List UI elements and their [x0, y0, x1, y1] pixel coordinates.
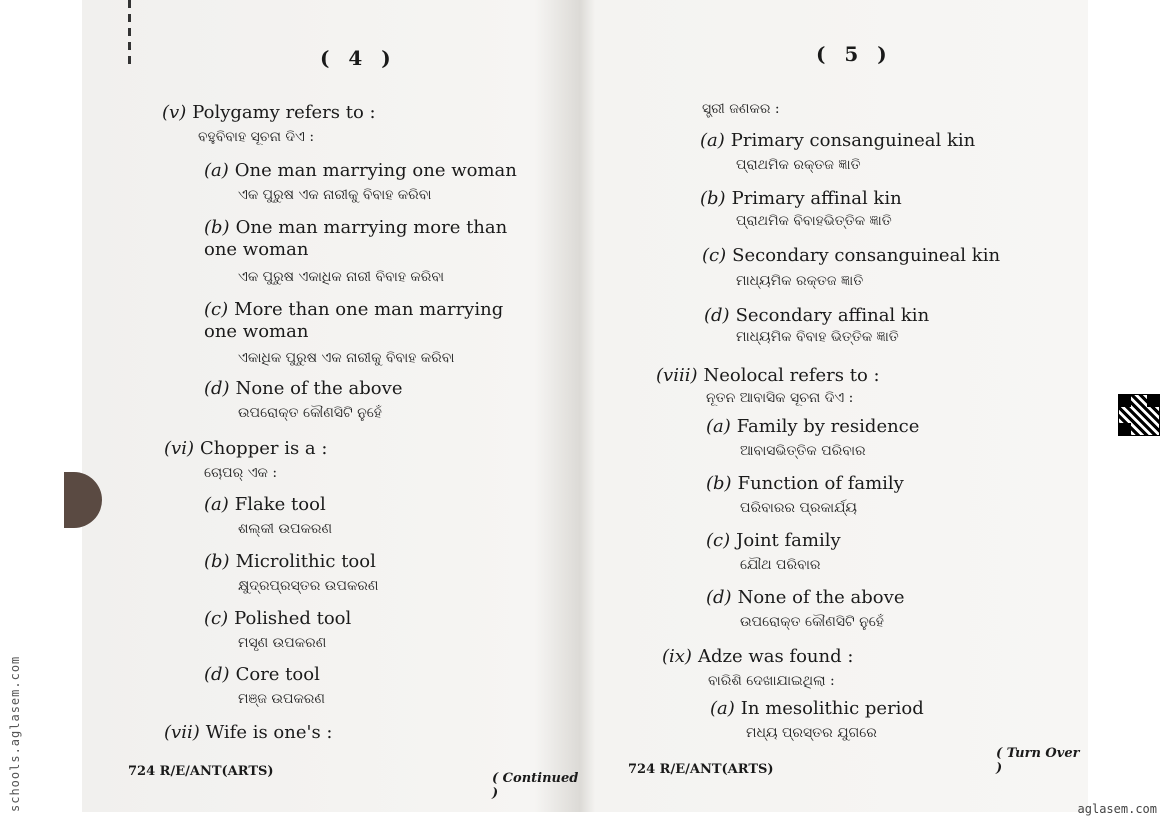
left-page	[128, 0, 580, 826]
option-label: (b)	[706, 473, 732, 494]
footer-continued: ( Continued )	[492, 771, 579, 801]
option-label: (b)	[700, 188, 726, 209]
option-label: (d)	[706, 587, 732, 608]
option-a	[710, 698, 924, 720]
option-odia: ମଧ୍ୟ ପ୍ରସ୍ତର ଯୁଗରେ	[746, 725, 877, 741]
question-number: (v)	[162, 102, 187, 123]
option-label: (d)	[204, 664, 230, 685]
option-b	[700, 188, 902, 210]
option-c	[706, 530, 841, 552]
question-odia: ଚୋପର୍ ଏକ :	[204, 465, 278, 481]
option-d	[706, 587, 904, 609]
option-text: Core tool	[235, 664, 320, 685]
footer-code: 724 R/E/ANT(ARTS)	[628, 762, 774, 777]
option-label: (d)	[204, 378, 230, 399]
page-number: ( 4 )	[320, 46, 397, 70]
option-c	[204, 608, 351, 630]
option-text: Secondary consanguineal kin	[732, 245, 1001, 266]
option-odia: ଉପରୋକ୍ତ କୌଣସିଟି ନୁହେଁ	[238, 405, 382, 421]
question-text: Adze was found :	[697, 646, 854, 667]
option-c	[702, 245, 1000, 267]
option-odia: କ୍ଷୁଦ୍ରପ୍ରସ୍ତର ଉପକରଣ	[238, 578, 379, 594]
option-label: (d)	[704, 305, 730, 326]
option-b	[204, 551, 376, 573]
option-label: (c)	[204, 608, 229, 629]
page-number: ( 5 )	[816, 42, 893, 66]
option-odia: ମସୃଣ ଉପକରଣ	[238, 635, 327, 651]
option-c	[204, 299, 534, 343]
qr-code-icon	[1118, 394, 1160, 436]
option-a	[204, 160, 517, 182]
question-ix	[662, 646, 853, 668]
option-text: More than one man marrying one woman	[204, 299, 504, 342]
option-text: Joint family	[736, 530, 841, 551]
question-v	[162, 102, 376, 124]
option-odia: ଶଲ୍‌କୀ ଉପକରଣ	[238, 521, 333, 537]
question-number: (ix)	[662, 646, 692, 667]
footer-code: 724 R/E/ANT(ARTS)	[128, 764, 274, 779]
option-odia: ଉପରୋକ୍ତ କୌଣସିଟି ନୁହେଁ	[740, 614, 884, 630]
question-text: Wife is one's :	[205, 722, 333, 743]
option-text: Family by residence	[736, 416, 920, 437]
option-label: (a)	[204, 494, 229, 515]
option-odia: ଏକ ପୁରୁଷ ଏକ ନାରୀକୁ ବିବାହ କରିବା	[238, 187, 432, 203]
question-viii	[656, 365, 880, 387]
option-label: (c)	[702, 245, 727, 266]
footer-turn-over: ( Turn Over )	[996, 746, 1080, 776]
option-b	[204, 217, 534, 261]
question-number: (viii)	[656, 365, 698, 386]
binding-marks	[128, 0, 131, 64]
option-odia: ମଞ୍ଜ ଉପକରଣ	[238, 691, 326, 707]
option-text: None of the above	[737, 587, 905, 608]
question-text: Chopper is a :	[199, 438, 328, 459]
option-odia: ମାଧ୍ୟମିକ ରକ୍ତଜ ଜ୍ଞାତି	[736, 273, 864, 289]
option-a	[700, 130, 975, 152]
option-d	[204, 378, 402, 400]
right-page	[620, 0, 1080, 826]
option-text: Function of family	[737, 473, 904, 494]
option-label: (b)	[204, 217, 230, 238]
option-d	[204, 664, 320, 686]
option-label: (a)	[706, 416, 731, 437]
question-odia: ନୂତନ ଆବାସିକ ସୂଚନା ଦିଏ :	[706, 390, 854, 406]
question-text: Polygamy refers to :	[192, 102, 376, 123]
option-odia: ପ୍ରାଥମିକ ରକ୍ତଜ ଜ୍ଞାତି	[736, 157, 861, 173]
option-odia: ଯୌଥ ପରିବାର	[740, 557, 821, 573]
question-odia: ସ୍ତ୍ରୀ ଜଣକର :	[702, 101, 780, 117]
option-a	[706, 416, 919, 438]
option-odia: ମାଧ୍ୟମିକ ବିବାହ ଭିତ୍ତିକ ଜ୍ଞାତି	[736, 329, 899, 345]
option-d	[704, 305, 929, 327]
option-text: Flake tool	[234, 494, 326, 515]
option-text: Polished tool	[234, 608, 352, 629]
option-label: (b)	[204, 551, 230, 572]
option-text: One man marrying one woman	[234, 160, 517, 181]
option-odia: ପ୍ରାଥମିକ ବିବାହଭିତ୍ତିକ ଜ୍ଞାତି	[736, 213, 892, 229]
question-text: Neolocal refers to :	[703, 365, 880, 386]
option-label: (a)	[204, 160, 229, 181]
watermark-side: schools.aglasem.com	[8, 655, 22, 812]
option-text: In mesolithic period	[740, 698, 924, 719]
option-label: (a)	[700, 130, 725, 151]
watermark-corner: aglasem.com	[1077, 802, 1157, 816]
option-text: Primary consanguineal kin	[730, 130, 976, 151]
question-odia: ବାରିଶି ଦେଖାଯାଇଥିଲା :	[708, 673, 835, 689]
question-number: (vii)	[164, 722, 200, 743]
question-vi	[164, 438, 327, 460]
option-text: Microlithic tool	[235, 551, 376, 572]
option-text: Secondary affinal kin	[735, 305, 930, 326]
option-text: One man marrying more than one woman	[204, 217, 508, 260]
question-vii	[164, 722, 332, 744]
option-label: (c)	[706, 530, 731, 551]
option-odia: ଏକ ପୁରୁଷ ଏକାଧିକ ନାରୀ ବିବାହ କରିବା	[238, 269, 445, 285]
option-text: Primary affinal kin	[731, 188, 902, 209]
question-odia: ବହୁବିବାହ ସୂଚନା ଦିଏ :	[198, 129, 315, 145]
question-number: (vi)	[164, 438, 194, 459]
option-label: (a)	[710, 698, 735, 719]
option-b	[706, 473, 904, 495]
option-text: None of the above	[235, 378, 403, 399]
option-odia: ଆବାସଭିତ୍ତିକ ପରିବାର	[740, 443, 866, 459]
option-odia: ପରିବାରର ପ୍ରକାର୍ଯ୍ୟ	[740, 500, 857, 516]
option-odia: ଏକାଧିକ ପୁରୁଷ ଏକ ନାରୀକୁ ବିବାହ କରିବା	[238, 350, 455, 366]
option-a	[204, 494, 326, 516]
option-label: (c)	[204, 299, 229, 320]
